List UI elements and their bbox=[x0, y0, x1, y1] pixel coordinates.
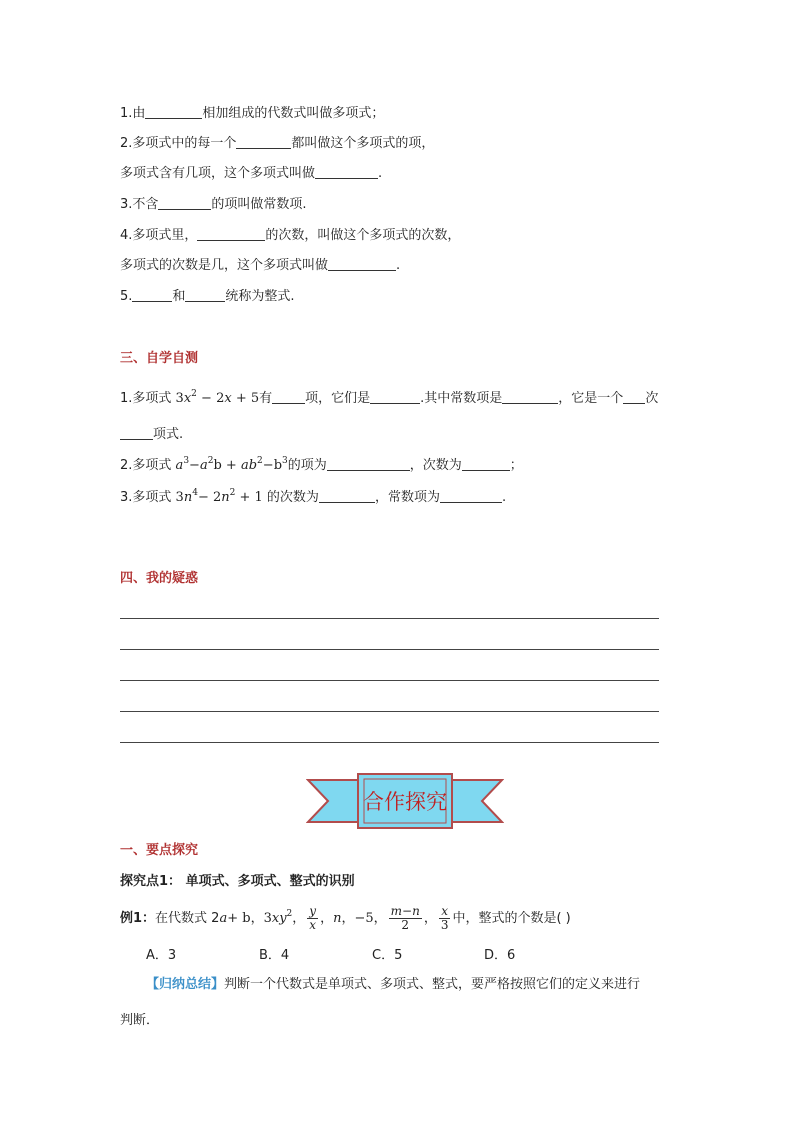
answer-blank[interactable] bbox=[502, 389, 558, 404]
section-heading-doubts: 四、我的疑惑 bbox=[120, 571, 199, 586]
writing-line[interactable] bbox=[120, 649, 659, 650]
t3-expression bbox=[176, 490, 263, 505]
option-d[interactable]: D．6 bbox=[484, 948, 516, 963]
writing-line[interactable] bbox=[120, 742, 659, 743]
var-n: n bbox=[333, 911, 342, 926]
denominator: 2 bbox=[401, 918, 410, 932]
q3-suffix: 的项叫做常数项. bbox=[211, 197, 307, 212]
t3-term3: + 1 bbox=[239, 490, 263, 505]
t3-b: ，常数项为 bbox=[374, 490, 440, 505]
summary bbox=[146, 976, 640, 994]
question-2b bbox=[120, 164, 382, 183]
question-2 bbox=[120, 134, 434, 153]
t2-op: + bbox=[225, 458, 237, 473]
example-label: 例1： bbox=[120, 911, 156, 926]
summary-text: 判断一个代数式是单项式、多项式、整式，要严格按照它们的定义来进行 bbox=[224, 977, 641, 992]
t2-b: b bbox=[213, 458, 222, 473]
t2-exp: 2 bbox=[257, 456, 263, 466]
period: . bbox=[396, 258, 401, 273]
question-4b bbox=[120, 256, 400, 275]
writing-line[interactable] bbox=[120, 618, 659, 619]
numerator: x bbox=[439, 905, 451, 919]
q4b-prefix: 多项式的次数是几，这个多项式叫做 bbox=[120, 258, 329, 273]
denominator: x bbox=[309, 918, 317, 932]
t1-term2: − 2 bbox=[201, 391, 225, 406]
question-4 bbox=[120, 226, 460, 245]
test-1-line2 bbox=[120, 425, 183, 444]
comma: ， bbox=[320, 911, 334, 926]
q2-prefix: 2.多项式中的每一个 bbox=[120, 136, 237, 151]
neg-five: ，−5， bbox=[341, 911, 387, 926]
t2-op: − bbox=[262, 458, 274, 473]
t2-after: 的项为 bbox=[287, 458, 327, 473]
t2-op: − bbox=[189, 458, 200, 473]
t2-a: a bbox=[175, 458, 184, 473]
section-heading-key-points: 一、要点探究 bbox=[120, 843, 199, 858]
summary-line2: 判断． bbox=[120, 1013, 160, 1028]
q5-prefix: 5. bbox=[120, 289, 133, 304]
question-1 bbox=[120, 104, 384, 123]
writing-line[interactable] bbox=[120, 680, 659, 681]
example-text: 在代数式 2 bbox=[155, 911, 220, 926]
q4-prefix: 4.多项式里， bbox=[120, 228, 198, 243]
t1-a: 有 bbox=[259, 391, 273, 406]
fraction-m-minus-n-over-2 bbox=[389, 905, 422, 932]
t2-exp: 3 bbox=[282, 456, 288, 466]
option-a[interactable]: A．3 bbox=[146, 948, 177, 963]
comma: ， bbox=[292, 911, 306, 926]
answer-blank[interactable] bbox=[328, 256, 396, 271]
question-3 bbox=[120, 195, 307, 214]
test-1 bbox=[120, 389, 658, 408]
exp: 2 bbox=[286, 909, 293, 919]
answer-blank[interactable] bbox=[623, 389, 645, 404]
test-3 bbox=[120, 488, 506, 507]
answer-blank[interactable] bbox=[272, 389, 305, 404]
answer-blank[interactable] bbox=[370, 389, 420, 404]
fraction-x-over-3 bbox=[439, 905, 451, 932]
t1-c: .其中常数项是 bbox=[420, 391, 503, 406]
t2-ab: ab bbox=[240, 458, 258, 473]
answer-blank[interactable] bbox=[158, 195, 211, 210]
writing-line[interactable] bbox=[120, 711, 659, 712]
q2b-prefix: 多项式含有几项，这个多项式叫做 bbox=[120, 166, 316, 181]
q1-suffix: 相加组成的代数式叫做多项式； bbox=[202, 106, 385, 121]
answer-blank[interactable] bbox=[120, 425, 153, 440]
t1-var: x bbox=[183, 391, 192, 406]
period: . bbox=[378, 166, 383, 181]
term-3xy: ，3 bbox=[250, 911, 272, 926]
t1-d: ，它是一个 bbox=[558, 391, 624, 406]
answer-blank[interactable] bbox=[440, 488, 502, 503]
summary-label: 【归纳总结】 bbox=[146, 977, 225, 992]
t3-a: 的次数为 bbox=[266, 490, 319, 505]
numerator: y bbox=[309, 904, 317, 918]
t3-var: n bbox=[221, 490, 230, 505]
plus-b: + b bbox=[227, 911, 251, 926]
t2-a: a bbox=[199, 458, 208, 473]
section-heading-self-test: 三、自学自测 bbox=[120, 351, 199, 366]
answer-blank[interactable] bbox=[132, 287, 172, 302]
answer-blank[interactable] bbox=[236, 134, 291, 149]
t2-b: b bbox=[273, 458, 283, 473]
t3-end: . bbox=[501, 490, 507, 505]
answer-blank[interactable] bbox=[197, 226, 265, 241]
answer-blank[interactable] bbox=[185, 287, 225, 302]
question-5 bbox=[120, 287, 295, 306]
q5-suffix: 统称为整式. bbox=[225, 289, 295, 304]
var-xy: xy bbox=[271, 911, 287, 926]
q3-prefix: 3.不含 bbox=[120, 197, 159, 212]
answer-blank[interactable] bbox=[327, 456, 410, 471]
t3-exp: 4 bbox=[192, 488, 198, 498]
t3-var: n bbox=[183, 490, 193, 505]
t1-expression bbox=[176, 391, 260, 406]
option-b[interactable]: B．4 bbox=[259, 948, 290, 963]
numerator: m−n bbox=[390, 904, 420, 918]
q4-suffix: 的次数，叫做这个多项式的次数， bbox=[265, 228, 461, 243]
t2-deg: ，次数为 bbox=[409, 458, 462, 473]
explore-point-1: 探究点1： 单项式、多项式、整式的识别 bbox=[120, 874, 355, 889]
q2-suffix: 都叫做这个多项式的项， bbox=[291, 136, 435, 151]
ribbon-banner bbox=[306, 770, 504, 832]
banner-title: 合作探究 bbox=[363, 790, 447, 814]
answer-blank[interactable] bbox=[319, 488, 375, 503]
t1-coef: 3 bbox=[175, 391, 184, 406]
t1-exp: 2 bbox=[191, 389, 197, 399]
t1-term3: + 5 bbox=[235, 391, 260, 406]
t3-coef: 3 bbox=[175, 490, 184, 505]
t2-exp: 3 bbox=[183, 456, 190, 466]
t2-expression bbox=[176, 458, 288, 473]
q1-prefix: 1.由 bbox=[120, 106, 146, 121]
comma: ， bbox=[423, 911, 437, 926]
example-1 bbox=[120, 903, 571, 935]
answer-blank[interactable] bbox=[315, 164, 378, 179]
t3-exp: 2 bbox=[229, 488, 236, 498]
answer-blank[interactable] bbox=[462, 456, 510, 471]
t2-end: ； bbox=[509, 458, 523, 473]
t2-prefix: 2.多项式 bbox=[120, 458, 172, 473]
example-tail: 中，整式的个数是( ) bbox=[452, 911, 571, 926]
t1-line2: 项式. bbox=[153, 427, 184, 442]
t1-prefix: 1.多项式 bbox=[120, 391, 172, 406]
t1-b: 项，它们是 bbox=[305, 391, 371, 406]
t3-prefix: 3.多项式 bbox=[120, 490, 172, 505]
t3-term2: − 2 bbox=[197, 490, 222, 505]
q5-mid: 和 bbox=[172, 289, 186, 304]
answer-blank[interactable] bbox=[145, 104, 202, 119]
t1-e: 次 bbox=[645, 391, 659, 406]
test-2 bbox=[120, 456, 523, 475]
t1-var: x bbox=[224, 391, 232, 406]
option-c[interactable]: C．5 bbox=[372, 948, 403, 963]
t2-exp: 2 bbox=[207, 456, 214, 466]
var-a: a bbox=[219, 911, 228, 926]
denominator: 3 bbox=[440, 918, 449, 932]
fraction-y-over-x bbox=[307, 905, 318, 932]
